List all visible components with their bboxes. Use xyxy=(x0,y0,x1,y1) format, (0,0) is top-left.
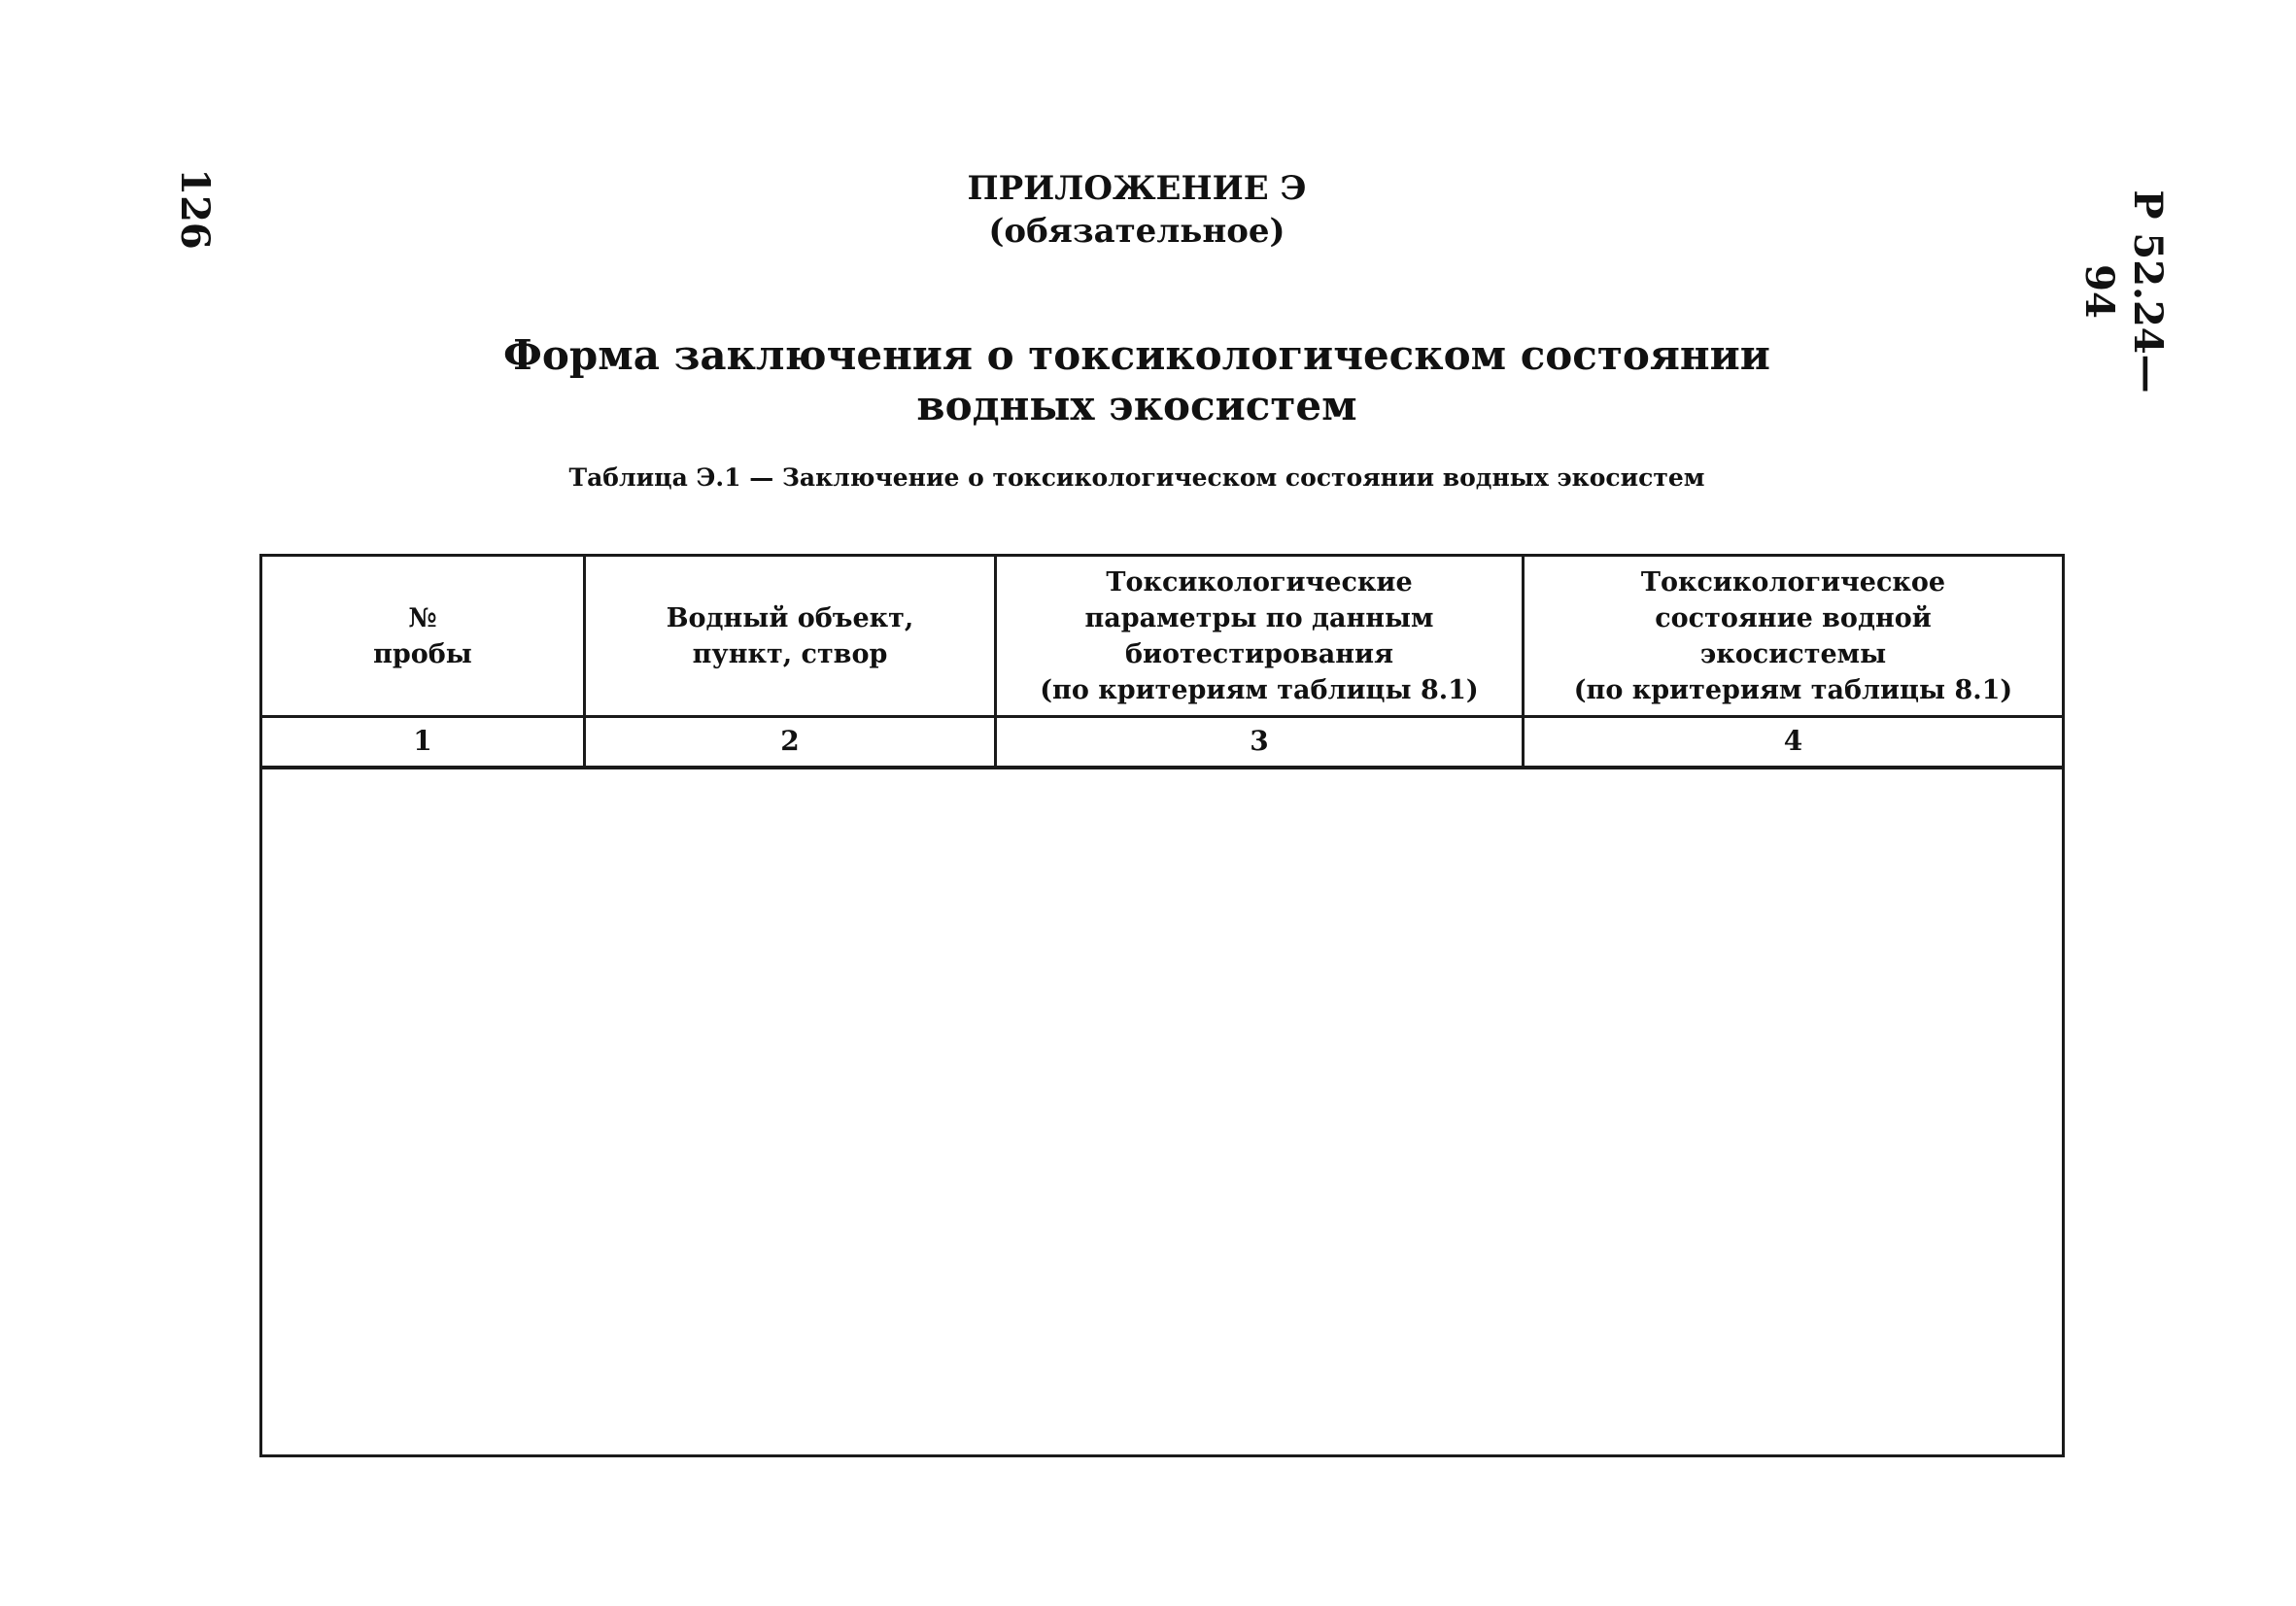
column-number-row xyxy=(261,717,2064,768)
column-number-2: 2 xyxy=(585,717,996,768)
header-sample-number: № пробы xyxy=(261,556,585,717)
table-caption: Таблица Э.1 — Заключение о токсикологическом состоянии водных экосистем xyxy=(568,463,1705,492)
page-title-line-2: водных экосистем xyxy=(916,382,1357,429)
page-title-line-1: Форма заключения о токсикологическом состоянии xyxy=(503,331,1770,379)
document-code: Р 52.24—94 xyxy=(2076,189,2171,393)
table-body-empty-cell xyxy=(261,768,2064,1456)
column-number-4: 4 xyxy=(1524,717,2064,768)
table-header-row xyxy=(261,556,2064,717)
page-title xyxy=(408,330,1866,431)
table-body-row xyxy=(261,768,2064,1456)
header-water-body: Водный объект, пункт, створ xyxy=(585,556,996,717)
column-number-3: 3 xyxy=(996,717,1524,768)
column-number-1: 1 xyxy=(261,717,585,768)
appendix-status: (обязательное) xyxy=(988,212,1285,251)
header-toxicological-parameters: Токсикологические параметры по данным биотестирования (по критериям таблицы 8.1) xyxy=(996,556,1524,717)
page-number: 126 xyxy=(172,168,218,250)
conclusion-table-container xyxy=(259,554,2013,1457)
appendix-label: ПРИЛОЖЕНИЕ Э xyxy=(967,169,1307,208)
conclusion-table xyxy=(259,554,2065,1457)
appendix-heading xyxy=(758,167,1516,253)
header-toxicological-state: Токсикологическое состояние водной экосистемы (по критериям таблицы 8.1) xyxy=(1524,556,2064,717)
